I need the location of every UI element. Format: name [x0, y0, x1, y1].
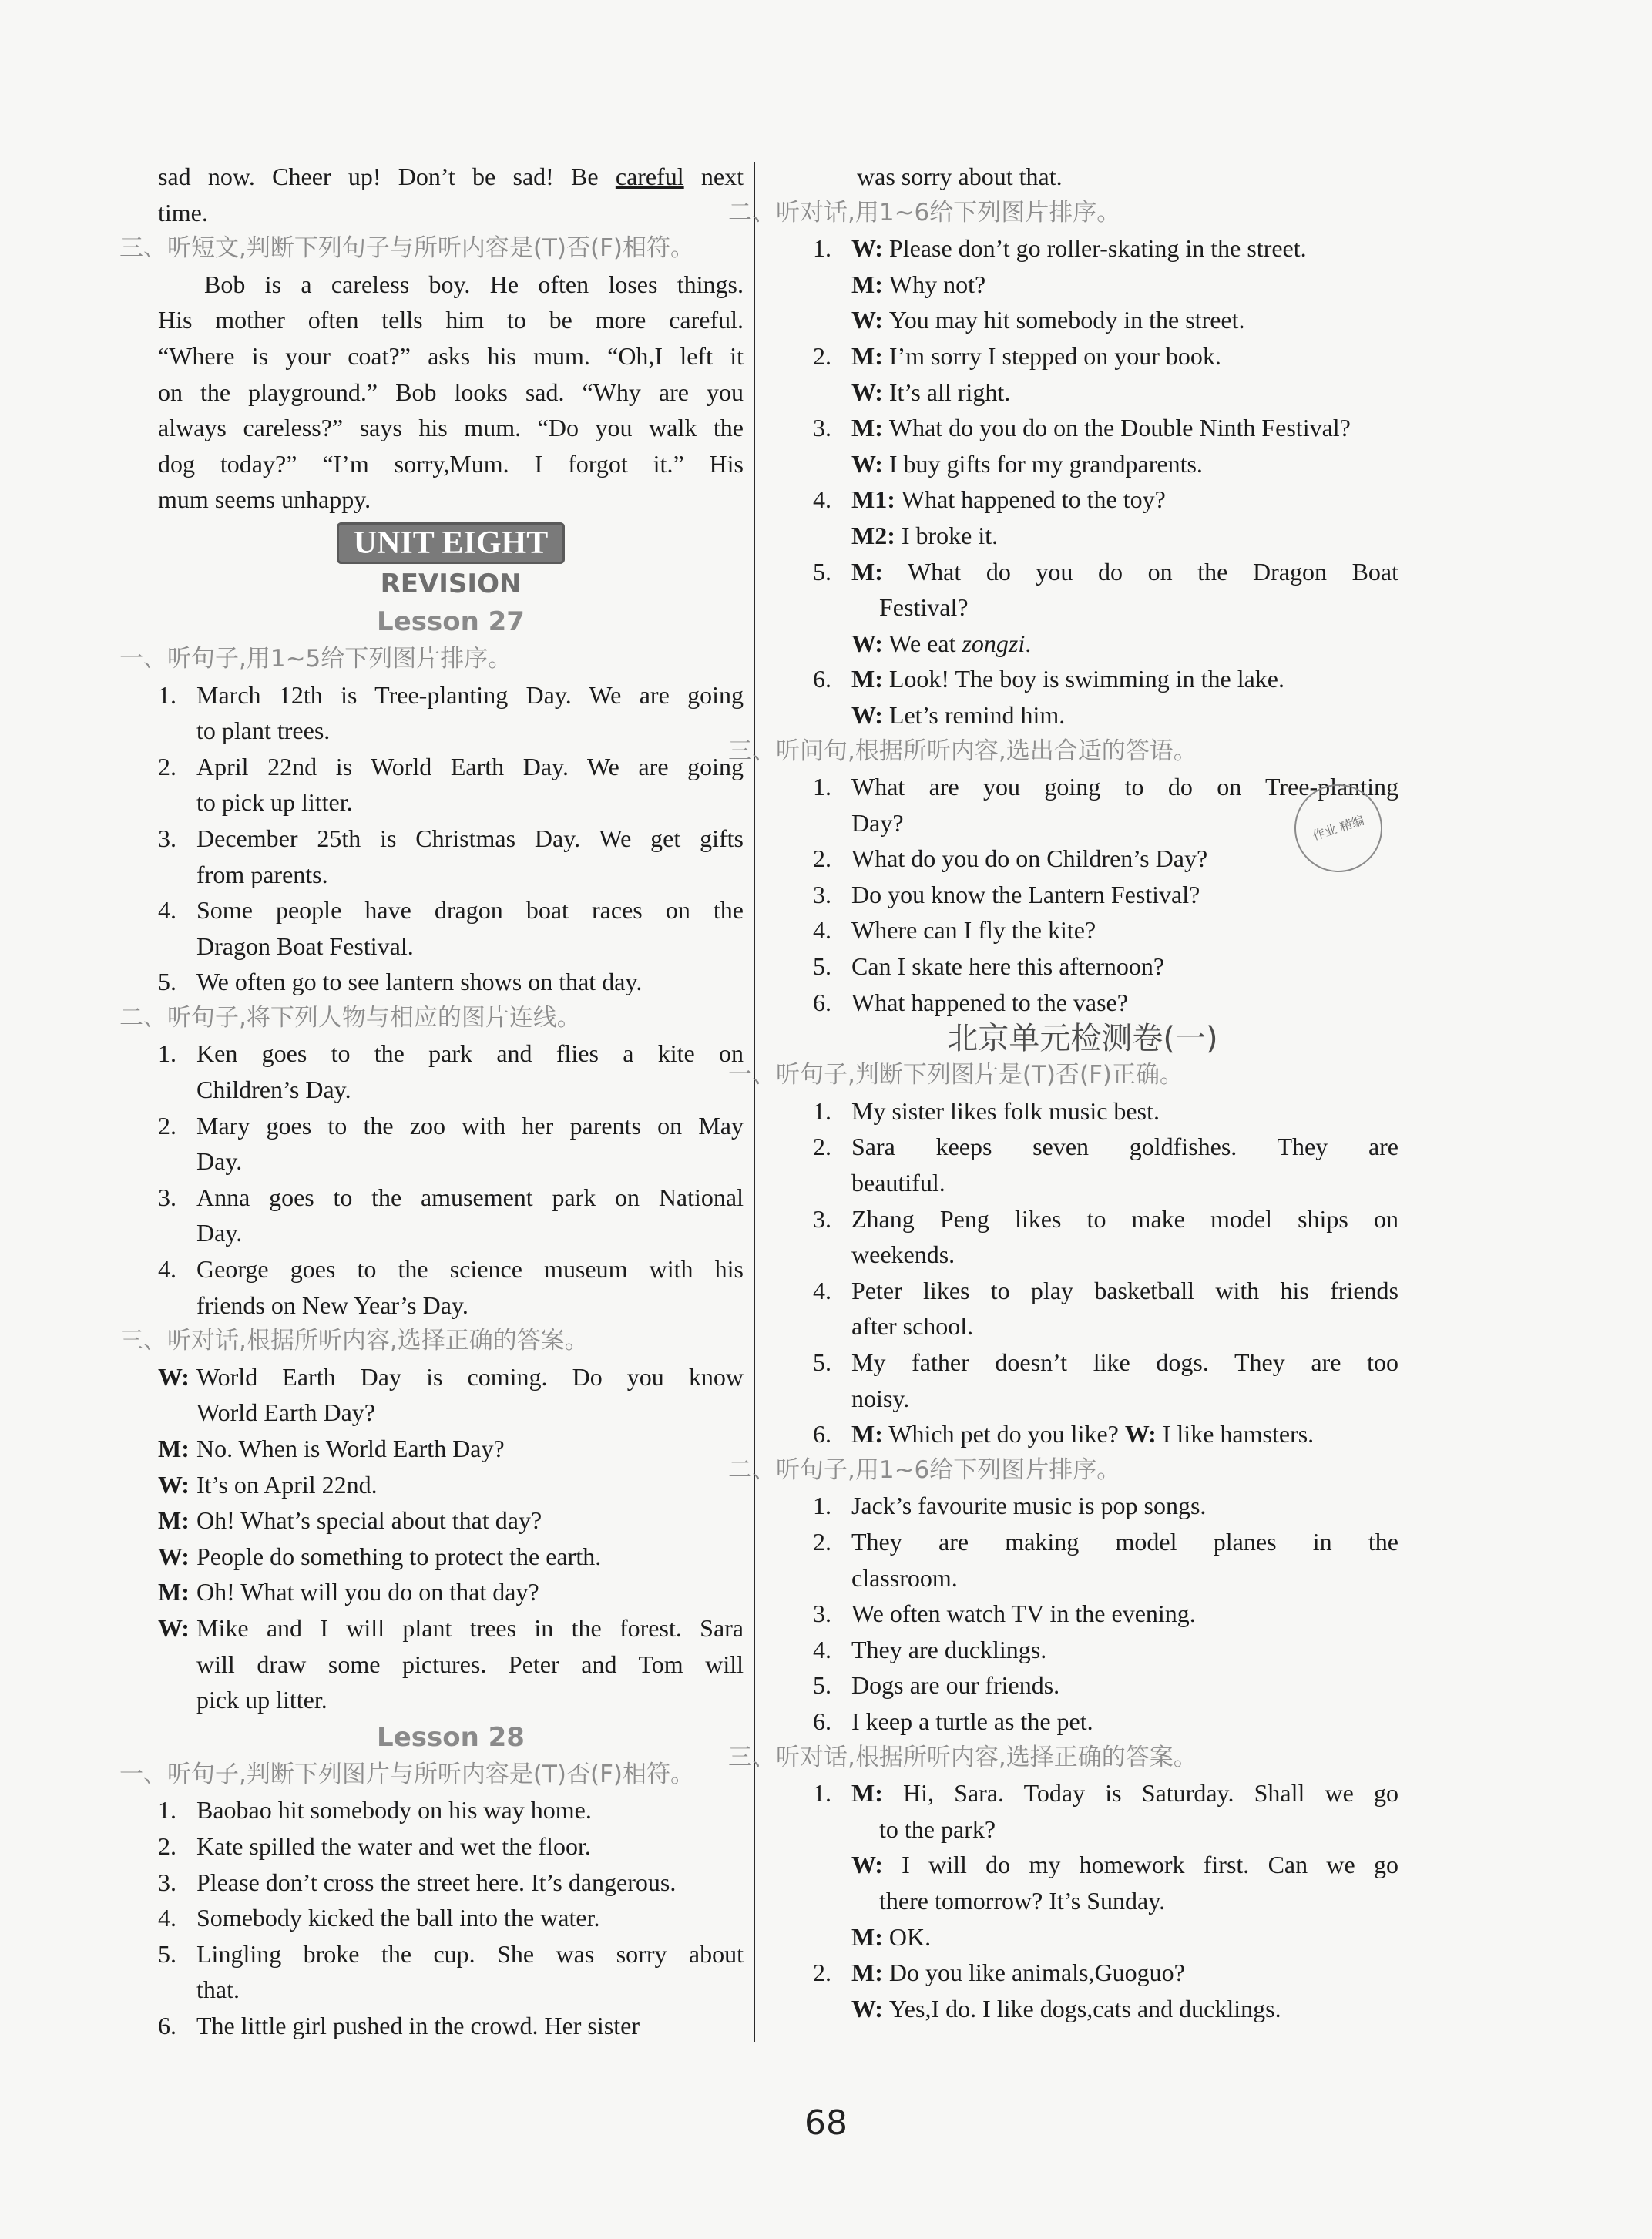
dialog-line: World Earth Day? [196, 1398, 375, 1427]
speaker-label: W: [158, 1542, 190, 1570]
question-item: 4. They are ducklings. [767, 1632, 1398, 1668]
speaker-label: W: [851, 1994, 889, 2022]
speaker-label: M: [851, 1779, 904, 1808]
item-number: 1. [158, 680, 176, 709]
question-item: 1. March 12th is Tree-planting Day. We are going [158, 677, 744, 713]
speaker-label: M: [851, 1922, 889, 1951]
question-item-cont: weekends. [851, 1240, 955, 1269]
question-item: 2. They are making model planes in the [767, 1524, 1398, 1560]
question-item-6: 6. M: Which pet do you like? W: I like hamsters. [813, 1420, 1315, 1448]
item-number: 4. [158, 1904, 176, 1932]
section-heading: 三、听对话,根据所听内容,选择正确的答案。 [119, 1327, 589, 1355]
dialog-line: M:Oh! What will you do on that day? [158, 1574, 744, 1610]
question-item: 4. Where can I fly the kite? [767, 912, 1398, 948]
question-item: 1. Ken goes to the park and flies a kite on [158, 1036, 744, 1072]
item-number: 1. [158, 1039, 176, 1068]
question-item-cont: Children’s Day. [196, 1076, 351, 1104]
passage-line: always careless?” says his mum. “Do you walk the [158, 414, 744, 442]
question-item: 1. My sister likes folk music best. [767, 1093, 1398, 1130]
question-list [158, 1036, 744, 1323]
question-item-cont: beautiful. [851, 1169, 945, 1197]
intro-line-1: sad now. Cheer up! Don’t be sad! Be careful next [158, 163, 744, 190]
passage-line: dog today?” “I’m sorry,Mum. I forgot it.” His [158, 449, 744, 478]
speaker-label: W: [158, 1362, 190, 1391]
question-item: 2. Mary goes to the zoo with her parents on May [158, 1108, 744, 1144]
speaker-label: M: [158, 1506, 190, 1535]
intro-line-2: time. [158, 198, 208, 227]
question-item: 2. Sara keeps seven goldfishes. They are [767, 1129, 1398, 1165]
dialog-line: M:Oh! What’s special about that day? [158, 1502, 744, 1539]
question-item: 5. My father doesn’t like dogs. They are too [767, 1344, 1398, 1381]
item-number: 2. [813, 341, 831, 370]
dialog-line: M2: I broke it. [851, 521, 999, 549]
passage [158, 267, 744, 518]
speaker-label: W: [851, 1851, 902, 1879]
question-item: 2. What do you do on Children’s Day? [767, 841, 1398, 877]
passage-line: on the playground.” Bob looks sad. “Why are you [158, 378, 744, 406]
dialog-line: M: Why not? [851, 270, 986, 298]
passage-line: mum seems unhappy. [158, 485, 371, 514]
item-number: 4. [813, 1276, 831, 1304]
question-item: 3. We often watch TV in the evening. [767, 1596, 1398, 1632]
item-number: 2. [158, 1831, 176, 1860]
question-item: 1. What are you going to do on Tree-planting [767, 769, 1398, 805]
passage-line: “Where is your coat?” asks his mum. “Oh,I left it [158, 341, 744, 370]
question-list [767, 1093, 1398, 1416]
section-heading: 二、听句子,用1~6给下列图片排序。 [728, 1455, 1121, 1484]
item-number: 3. [158, 1183, 176, 1211]
dialog-line: 3. M: What do you do on the Double Ninth Festival? [767, 410, 1398, 446]
item-number: 3. [158, 1868, 176, 1896]
question-item-cont: noisy. [851, 1384, 910, 1412]
item-number: 2. [813, 1527, 831, 1556]
question-item-cont: that. [196, 1975, 240, 2004]
dialog-line: W: It’s all right. [851, 378, 1011, 406]
dialog-line: 2. M: I’m sorry I stepped on your book. [767, 338, 1398, 374]
revision-title: REVISION [380, 568, 522, 599]
section-heading: 三、听对话,根据所听内容,选择正确的答案。 [728, 1743, 1197, 1771]
question-item-cont: friends on New Year’s Day. [196, 1291, 468, 1319]
dialog-line: pick up litter. [196, 1686, 327, 1714]
dialog-item-5: 5. M: What do you do on the Dragon Boat [813, 557, 1398, 586]
question-list [158, 677, 744, 1000]
dialog-line: W: We eat zongzi. [851, 629, 1032, 657]
item-number: 1. [813, 1492, 831, 1520]
section-heading: 二、听对话,用1~6给下列图片排序。 [728, 198, 1121, 227]
speaker-label: W: [851, 234, 889, 263]
question-item: 3. Zhang Peng likes to make model ships on [767, 1201, 1398, 1237]
dialog-line: there tomorrow? It’s Sunday. [879, 1886, 1166, 1915]
section-heading: 一、听句子,判断下列图片是(T)否(F)正确。 [728, 1061, 1184, 1089]
item-number: 5. [158, 1939, 176, 1968]
dialog-line: W:World Earth Day is coming. Do you know [158, 1359, 744, 1395]
section-heading: 一、听句子,用1~5给下列图片排序。 [119, 644, 512, 673]
speaker-label: M: [851, 1959, 889, 1987]
page-number: 68 [804, 2103, 848, 2143]
lesson-27-title: Lesson 27 [377, 606, 525, 637]
speaker-label: M: [158, 1578, 190, 1606]
speaker-label: M1: [851, 485, 902, 514]
dialog-line: W: You may hit somebody in the street. [851, 306, 1245, 334]
passage-line: Bob is a careless boy. He often loses things. [204, 270, 744, 298]
dialog-line: W:It’s on April 22nd. [158, 1467, 744, 1503]
speaker-label: W: [851, 449, 889, 478]
question-item: 4. Peter likes to play basketball with his friends [767, 1273, 1398, 1309]
question-item: 3. Anna goes to the amusement park on National [158, 1180, 744, 1216]
item-number: 5. [813, 1348, 831, 1376]
dialog-line: W: Yes,I do. I like dogs,cats and ducklings. [851, 1994, 1281, 2022]
question-item: 6. The little girl pushed in the crowd. Her sister [158, 2008, 744, 2044]
question-item: 1. Jack’s favourite music is pop songs. [767, 1488, 1398, 1524]
dialog-line: M:No. When is World Earth Day? [158, 1431, 744, 1467]
item-number: 3. [813, 1204, 831, 1233]
question-item-cont: Dragon Boat Festival. [196, 932, 414, 960]
item-number: 1. [813, 234, 831, 263]
unit-title: UNIT EIGHT [337, 522, 565, 564]
item-number: 5. [813, 1671, 831, 1700]
question-item: 5. Dogs are our friends. [767, 1667, 1398, 1704]
speaker-label: W: [851, 378, 889, 406]
dialog-line: 4. M1: What happened to the toy? [767, 482, 1398, 518]
dialog-list [767, 1775, 1398, 2026]
item-number: 3. [813, 880, 831, 908]
section-heading: 三、听问句,根据所听内容,选出合适的答语。 [728, 737, 1197, 765]
dialog-line: W: Let’s remind him. [851, 700, 1066, 729]
question-item: 3. Please don’t cross the street here. It’s dangerous. [158, 1865, 744, 1901]
beijing-test-title: 北京单元检测卷(一) [947, 1021, 1218, 1057]
item-number: 5. [813, 952, 831, 981]
dialog-line: 1. M: Hi, Sara. Today is Saturday. Shall we go [767, 1775, 1398, 1811]
item-number: 6. [813, 1707, 831, 1735]
item-number: 2. [813, 1133, 831, 1161]
question-item: 5. Lingling broke the cup. She was sorry about [158, 1936, 744, 1972]
speaker-label: W: [158, 1470, 190, 1499]
item-number: 1. [813, 773, 831, 801]
dialog-line: W: I buy gifts for my grandparents. [851, 449, 1203, 478]
unit-banner [158, 521, 744, 566]
question-item-cont: classroom. [851, 1563, 958, 1592]
section-heading: 一、听句子,判断下列图片与所听内容是(T)否(F)相符。 [119, 1760, 694, 1788]
question-item-cont: to pick up litter. [196, 788, 353, 817]
item-number: 6. [158, 2011, 176, 2039]
question-item: 5. Can I skate here this afternoon? [767, 948, 1398, 985]
publisher-stamp: 作业 精编 [1283, 773, 1394, 884]
item-number: 4. [813, 916, 831, 945]
speaker-label: M: [851, 270, 889, 298]
item-number: 6. [813, 988, 831, 1016]
item-number: 2. [813, 1959, 831, 1987]
dialog-list [767, 230, 1398, 553]
question-item: 1. Baobao hit somebody on his way home. [158, 1792, 744, 1828]
dialog-line: 1. W: Please don’t go roller-skating in the street. [767, 230, 1398, 267]
continued-line: was sorry about that. [857, 163, 1063, 190]
item-number: 2. [813, 844, 831, 873]
item-number: 4. [158, 896, 176, 925]
item-number: 1. [158, 1796, 176, 1824]
question-item-cont: to plant trees. [196, 717, 331, 745]
question-list [767, 1488, 1398, 1739]
lesson-28-title: Lesson 28 [377, 1721, 525, 1753]
dialog-line: will draw some pictures. Peter and Tom will [196, 1650, 744, 1678]
dialog-line: Festival? [879, 593, 969, 622]
question-item: 2. April 22nd is World Earth Day. We are going [158, 749, 744, 785]
dialog [158, 1359, 744, 1718]
speaker-label: M2: [851, 521, 902, 549]
question-item: 6. What happened to the vase? [767, 985, 1398, 1021]
item-number: 4. [158, 1255, 176, 1284]
passage-line: His mother often tells him to be more careful. [158, 306, 744, 334]
question-list [158, 1792, 744, 2043]
item-number: 2. [158, 752, 176, 780]
question-item-cont: Day. [196, 1219, 243, 1247]
speaker-label: M: [158, 1435, 190, 1462]
question-item: 4. Somebody kicked the ball into the water. [158, 1900, 744, 1936]
speaker-label: W: [158, 1613, 190, 1642]
item-number: 1. [813, 1096, 831, 1125]
dialog-line: to the park? [879, 1814, 996, 1843]
speaker-label: W: [851, 306, 889, 334]
dialog-line: W:Mike and I will plant trees in the forest. Sara [158, 1610, 744, 1647]
item-number: 2. [158, 1111, 176, 1140]
question-item: 6. I keep a turtle as the pet. [767, 1704, 1398, 1740]
speaker-label: M: [851, 414, 889, 442]
question-item: 5. We often go to see lantern shows on that day. [158, 964, 744, 1000]
question-item-cont: after school. [851, 1312, 974, 1341]
left-column [119, 159, 744, 2044]
section-heading: 二、听句子,将下列人物与相应的图片连线。 [119, 1003, 581, 1032]
question-item: 3. December 25th is Christmas Day. We get gifts [158, 821, 744, 857]
speaker-label: M: [851, 341, 889, 370]
item-number: 5. [158, 968, 176, 996]
question-item: 4. George goes to the science museum with his [158, 1251, 744, 1287]
question-item: 2. Kate spilled the water and wet the floor. [158, 1828, 744, 1865]
question-item: 4. Some people have dragon boat races on the [158, 892, 744, 928]
dialog-line: W: I will do my homework first. Can we go [851, 1851, 1398, 1879]
item-number: 4. [813, 485, 831, 514]
section-heading: 三、听短文,判断下列句子与所听内容是(T)否(F)相符。 [119, 234, 694, 263]
item-number: 3. [158, 824, 176, 852]
item-number: 4. [813, 1635, 831, 1663]
item-number: 3. [813, 1600, 831, 1628]
dialog-line: W:People do something to protect the earth. [158, 1539, 744, 1575]
dialog-line: 2. M: Do you like animals,Guoguo? [767, 1955, 1398, 1991]
question-item-cont: Day? [851, 808, 904, 837]
dialog-line: M: OK. [851, 1922, 932, 1951]
dialog-item-6: 6. M: Look! The boy is swimming in the lake. [813, 665, 1284, 693]
right-column [728, 159, 1398, 2026]
item-number: 3. [813, 414, 831, 442]
item-number: 1. [813, 1779, 831, 1808]
question-item-cont: Day. [196, 1147, 243, 1176]
underlined-word: careful [615, 163, 684, 190]
question-item-cont: from parents. [196, 860, 328, 888]
question-item: 3. Do you know the Lantern Festival? [767, 877, 1398, 913]
